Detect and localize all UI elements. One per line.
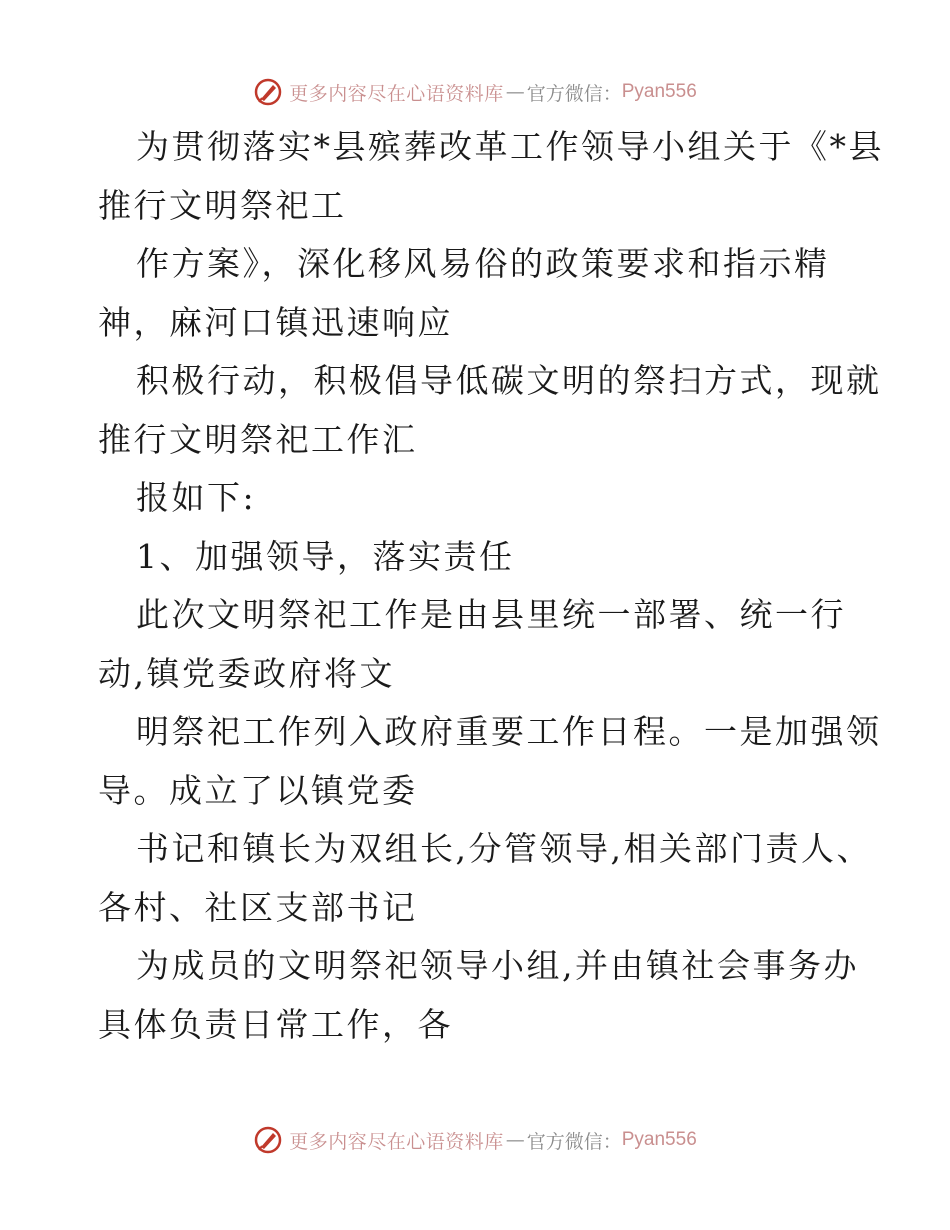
text-line: 明祭祀工作列入政府重要工作日程。一是加强领 <box>136 712 882 751</box>
watermark-wechat-id: Pyan556 <box>621 81 697 102</box>
watermark-brand: 更多内容尽在心语资料库 <box>289 1130 504 1153</box>
text-line: 推行文明祭祀工作汇 <box>98 419 418 459</box>
text-line: 书记和镇长为双组长,分管领导,相关部门责人、 <box>136 829 872 868</box>
watermark-official-label: 官方微信： <box>526 82 622 105</box>
watermark-dash: — <box>505 1129 525 1151</box>
text-line: 推行文明祭祀工 <box>98 185 347 225</box>
header-watermark <box>0 72 950 112</box>
quill-seal-icon <box>253 77 283 107</box>
text-line: 各村、社区支部书记 <box>98 887 418 927</box>
watermark-brand: 更多内容尽在心语资料库 <box>289 82 504 105</box>
watermark-official-label: 官方微信： <box>526 1130 622 1153</box>
section-heading: 1、加强领导，落实责任 <box>136 536 515 576</box>
text-line: 导。成立了以镇党委 <box>98 770 418 810</box>
watermark-wechat-id: Pyan556 <box>621 1129 697 1150</box>
text-line: 为成员的文明祭祀领导小组,并由镇社会事务办 <box>136 946 859 985</box>
text-line: 具体负责日常工作，各 <box>98 1004 453 1044</box>
text-line: 作方案》，深化移风易俗的政策要求和指示精 <box>136 244 830 283</box>
watermark-dash: — <box>505 81 525 103</box>
text-line: 报如下: <box>136 478 257 517</box>
text-line: 此次文明祭祀工作是由县里统一部署、统一行 <box>136 595 846 634</box>
text-line: 为贯彻落实*县殡葬改革工作领导小组关于《*县 <box>136 127 884 166</box>
footer-watermark <box>0 1120 950 1160</box>
document-body <box>98 118 884 1054</box>
text-line: 积极行动，积极倡导低碳文明的祭扫方式，现就 <box>136 361 882 400</box>
text-line: 动,镇党委政府将文 <box>98 653 395 693</box>
quill-seal-icon <box>253 1125 283 1155</box>
text-line: 神，麻河口镇迅速响应 <box>98 302 453 342</box>
